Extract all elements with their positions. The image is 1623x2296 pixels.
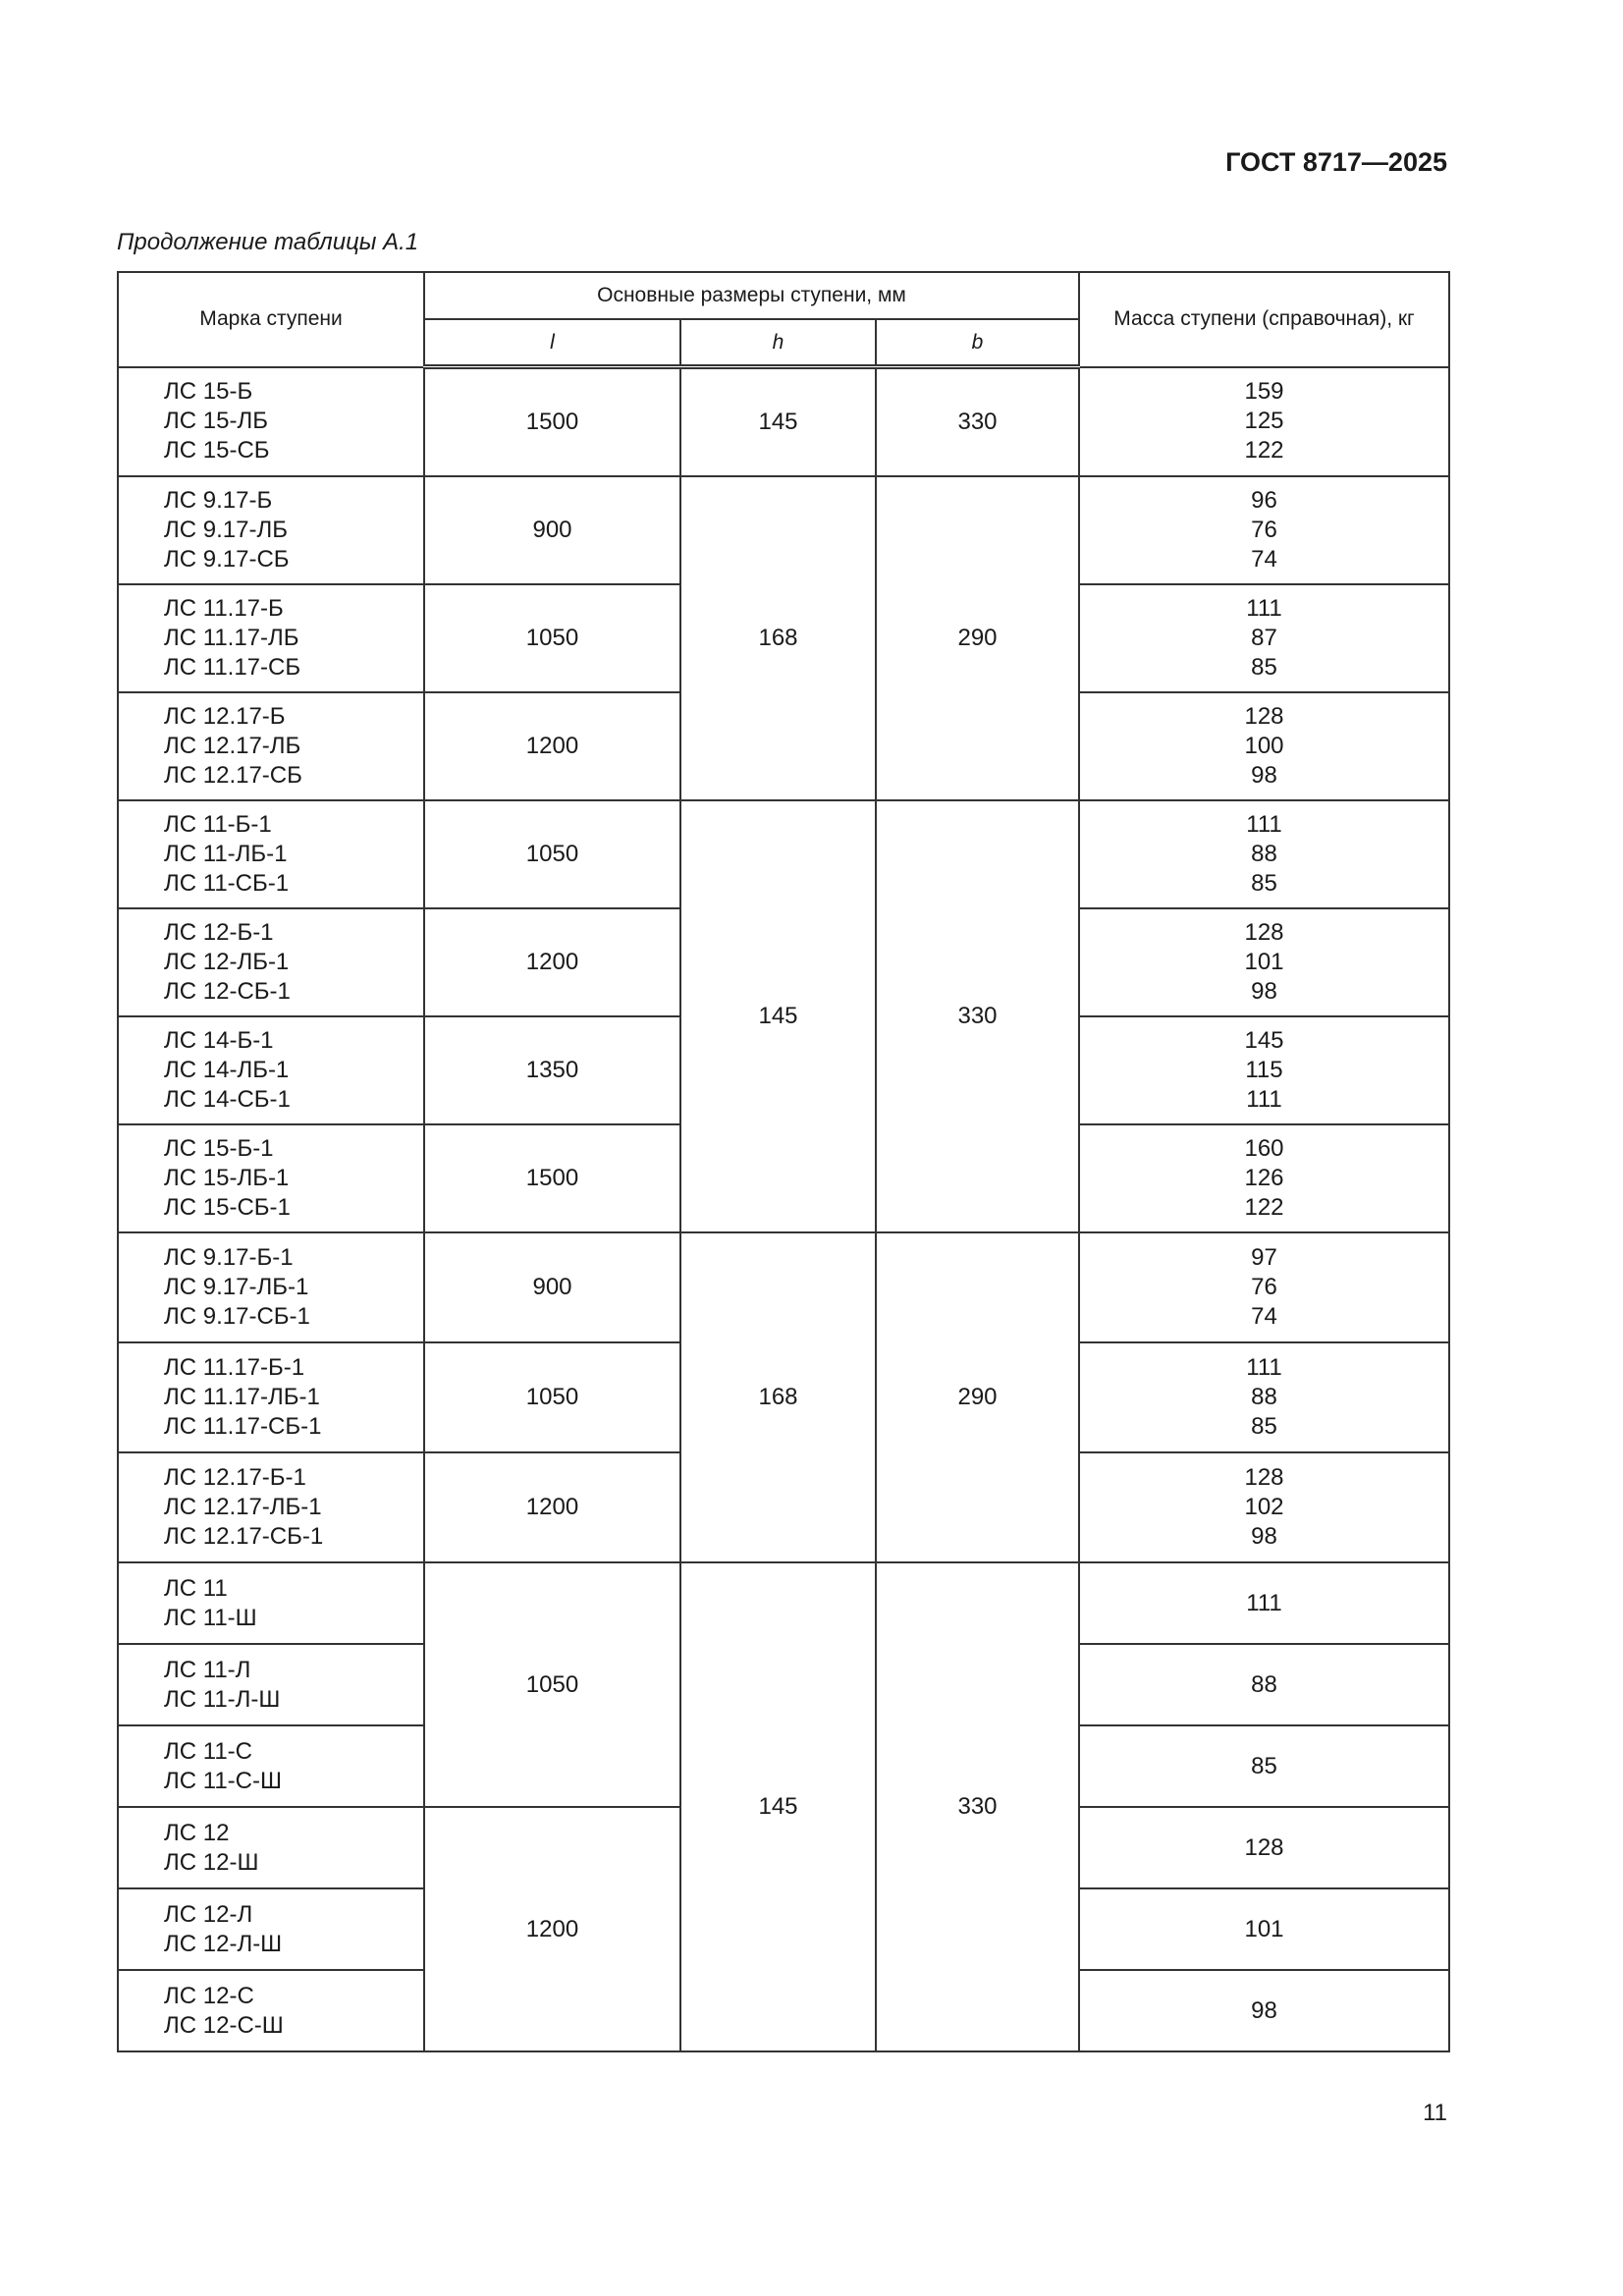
- mass-cell: 128 101 98: [1079, 908, 1449, 1016]
- table-row: [118, 1562, 1449, 1644]
- mass-cell: 128 102 98: [1079, 1452, 1449, 1562]
- header-grade: Марка ступени: [118, 272, 424, 367]
- l-cell: 1050: [424, 584, 680, 692]
- mass-cell: 88: [1079, 1644, 1449, 1725]
- steps-table: [117, 271, 1450, 2052]
- b-cell: 290: [876, 1232, 1079, 1562]
- h-cell: 145: [680, 367, 876, 477]
- b-cell: 290: [876, 476, 1079, 800]
- l-cell: 1500: [424, 367, 680, 477]
- mass-cell: 111 87 85: [1079, 584, 1449, 692]
- h-cell: 145: [680, 800, 876, 1232]
- grade-cell: ЛС 12.17-Б ЛС 12.17-ЛБ ЛС 12.17-СБ: [118, 692, 424, 800]
- h-cell: 168: [680, 1232, 876, 1562]
- table-row: [118, 476, 1449, 584]
- l-cell: 1200: [424, 1452, 680, 1562]
- mass-cell: 85: [1079, 1725, 1449, 1807]
- grade-cell: ЛС 12.17-Б-1 ЛС 12.17-ЛБ-1 ЛС 12.17-СБ-1: [118, 1452, 424, 1562]
- mass-cell: 128: [1079, 1807, 1449, 1888]
- grade-cell: ЛС 14-Б-1 ЛС 14-ЛБ-1 ЛС 14-СБ-1: [118, 1016, 424, 1124]
- mass-cell: 111 88 85: [1079, 1342, 1449, 1452]
- grade-cell: ЛС 11-Б-1 ЛС 11-ЛБ-1 ЛС 11-СБ-1: [118, 800, 424, 908]
- mass-cell: 111 88 85: [1079, 800, 1449, 908]
- grade-cell: ЛС 9.17-Б ЛС 9.17-ЛБ ЛС 9.17-СБ: [118, 476, 424, 584]
- table-caption: Продолжение таблицы А.1: [117, 229, 419, 255]
- header-mass: Масса ступени (справочная), кг: [1079, 272, 1449, 367]
- mass-cell: 96 76 74: [1079, 476, 1449, 584]
- grade-cell: ЛС 12-С ЛС 12-С-Ш: [118, 1970, 424, 2051]
- l-cell: 1500: [424, 1124, 680, 1232]
- h-cell: 168: [680, 476, 876, 800]
- l-cell: 1200: [424, 1807, 680, 2051]
- mass-cell: 111: [1079, 1562, 1449, 1644]
- grade-cell: ЛС 11-Л ЛС 11-Л-Ш: [118, 1644, 424, 1725]
- header-sizes: Основные размеры ступени, мм: [424, 272, 1079, 319]
- l-cell: 900: [424, 1232, 680, 1342]
- l-cell: 1200: [424, 692, 680, 800]
- grade-cell: ЛС 11.17-Б-1 ЛС 11.17-ЛБ-1 ЛС 11.17-СБ-1: [118, 1342, 424, 1452]
- h-cell: 145: [680, 1562, 876, 2051]
- l-cell: 1200: [424, 908, 680, 1016]
- header-l: l: [424, 319, 680, 367]
- grade-cell: ЛС 11-С ЛС 11-С-Ш: [118, 1725, 424, 1807]
- mass-cell: 97 76 74: [1079, 1232, 1449, 1342]
- table-row: [118, 800, 1449, 908]
- mass-cell: 98: [1079, 1970, 1449, 2051]
- l-cell: 900: [424, 476, 680, 584]
- l-cell: 1050: [424, 800, 680, 908]
- table-row: [118, 1232, 1449, 1342]
- mass-cell: 159 125 122: [1079, 367, 1449, 477]
- grade-cell: ЛС 15-Б-1 ЛС 15-ЛБ-1 ЛС 15-СБ-1: [118, 1124, 424, 1232]
- table-row: [118, 367, 1449, 477]
- grade-cell: ЛС 15-Б ЛС 15-ЛБ ЛС 15-СБ: [118, 367, 424, 477]
- page-number: 11: [1423, 2100, 1447, 2126]
- l-cell: 1350: [424, 1016, 680, 1124]
- b-cell: 330: [876, 800, 1079, 1232]
- mass-cell: 145 115 111: [1079, 1016, 1449, 1124]
- l-cell: 1050: [424, 1342, 680, 1452]
- grade-cell: ЛС 12 ЛС 12-Ш: [118, 1807, 424, 1888]
- grade-cell: ЛС 12-Л ЛС 12-Л-Ш: [118, 1888, 424, 1970]
- grade-cell: ЛС 11 ЛС 11-Ш: [118, 1562, 424, 1644]
- header-b: b: [876, 319, 1079, 367]
- b-cell: 330: [876, 1562, 1079, 2051]
- grade-cell: ЛС 12-Б-1 ЛС 12-ЛБ-1 ЛС 12-СБ-1: [118, 908, 424, 1016]
- b-cell: 330: [876, 367, 1079, 477]
- grade-cell: ЛС 11.17-Б ЛС 11.17-ЛБ ЛС 11.17-СБ: [118, 584, 424, 692]
- mass-cell: 128 100 98: [1079, 692, 1449, 800]
- l-cell: 1050: [424, 1562, 680, 1807]
- mass-cell: 101: [1079, 1888, 1449, 1970]
- mass-cell: 160 126 122: [1079, 1124, 1449, 1232]
- header-h: h: [680, 319, 876, 367]
- standard-number: ГОСТ 8717—2025: [1225, 147, 1447, 177]
- grade-cell: ЛС 9.17-Б-1 ЛС 9.17-ЛБ-1 ЛС 9.17-СБ-1: [118, 1232, 424, 1342]
